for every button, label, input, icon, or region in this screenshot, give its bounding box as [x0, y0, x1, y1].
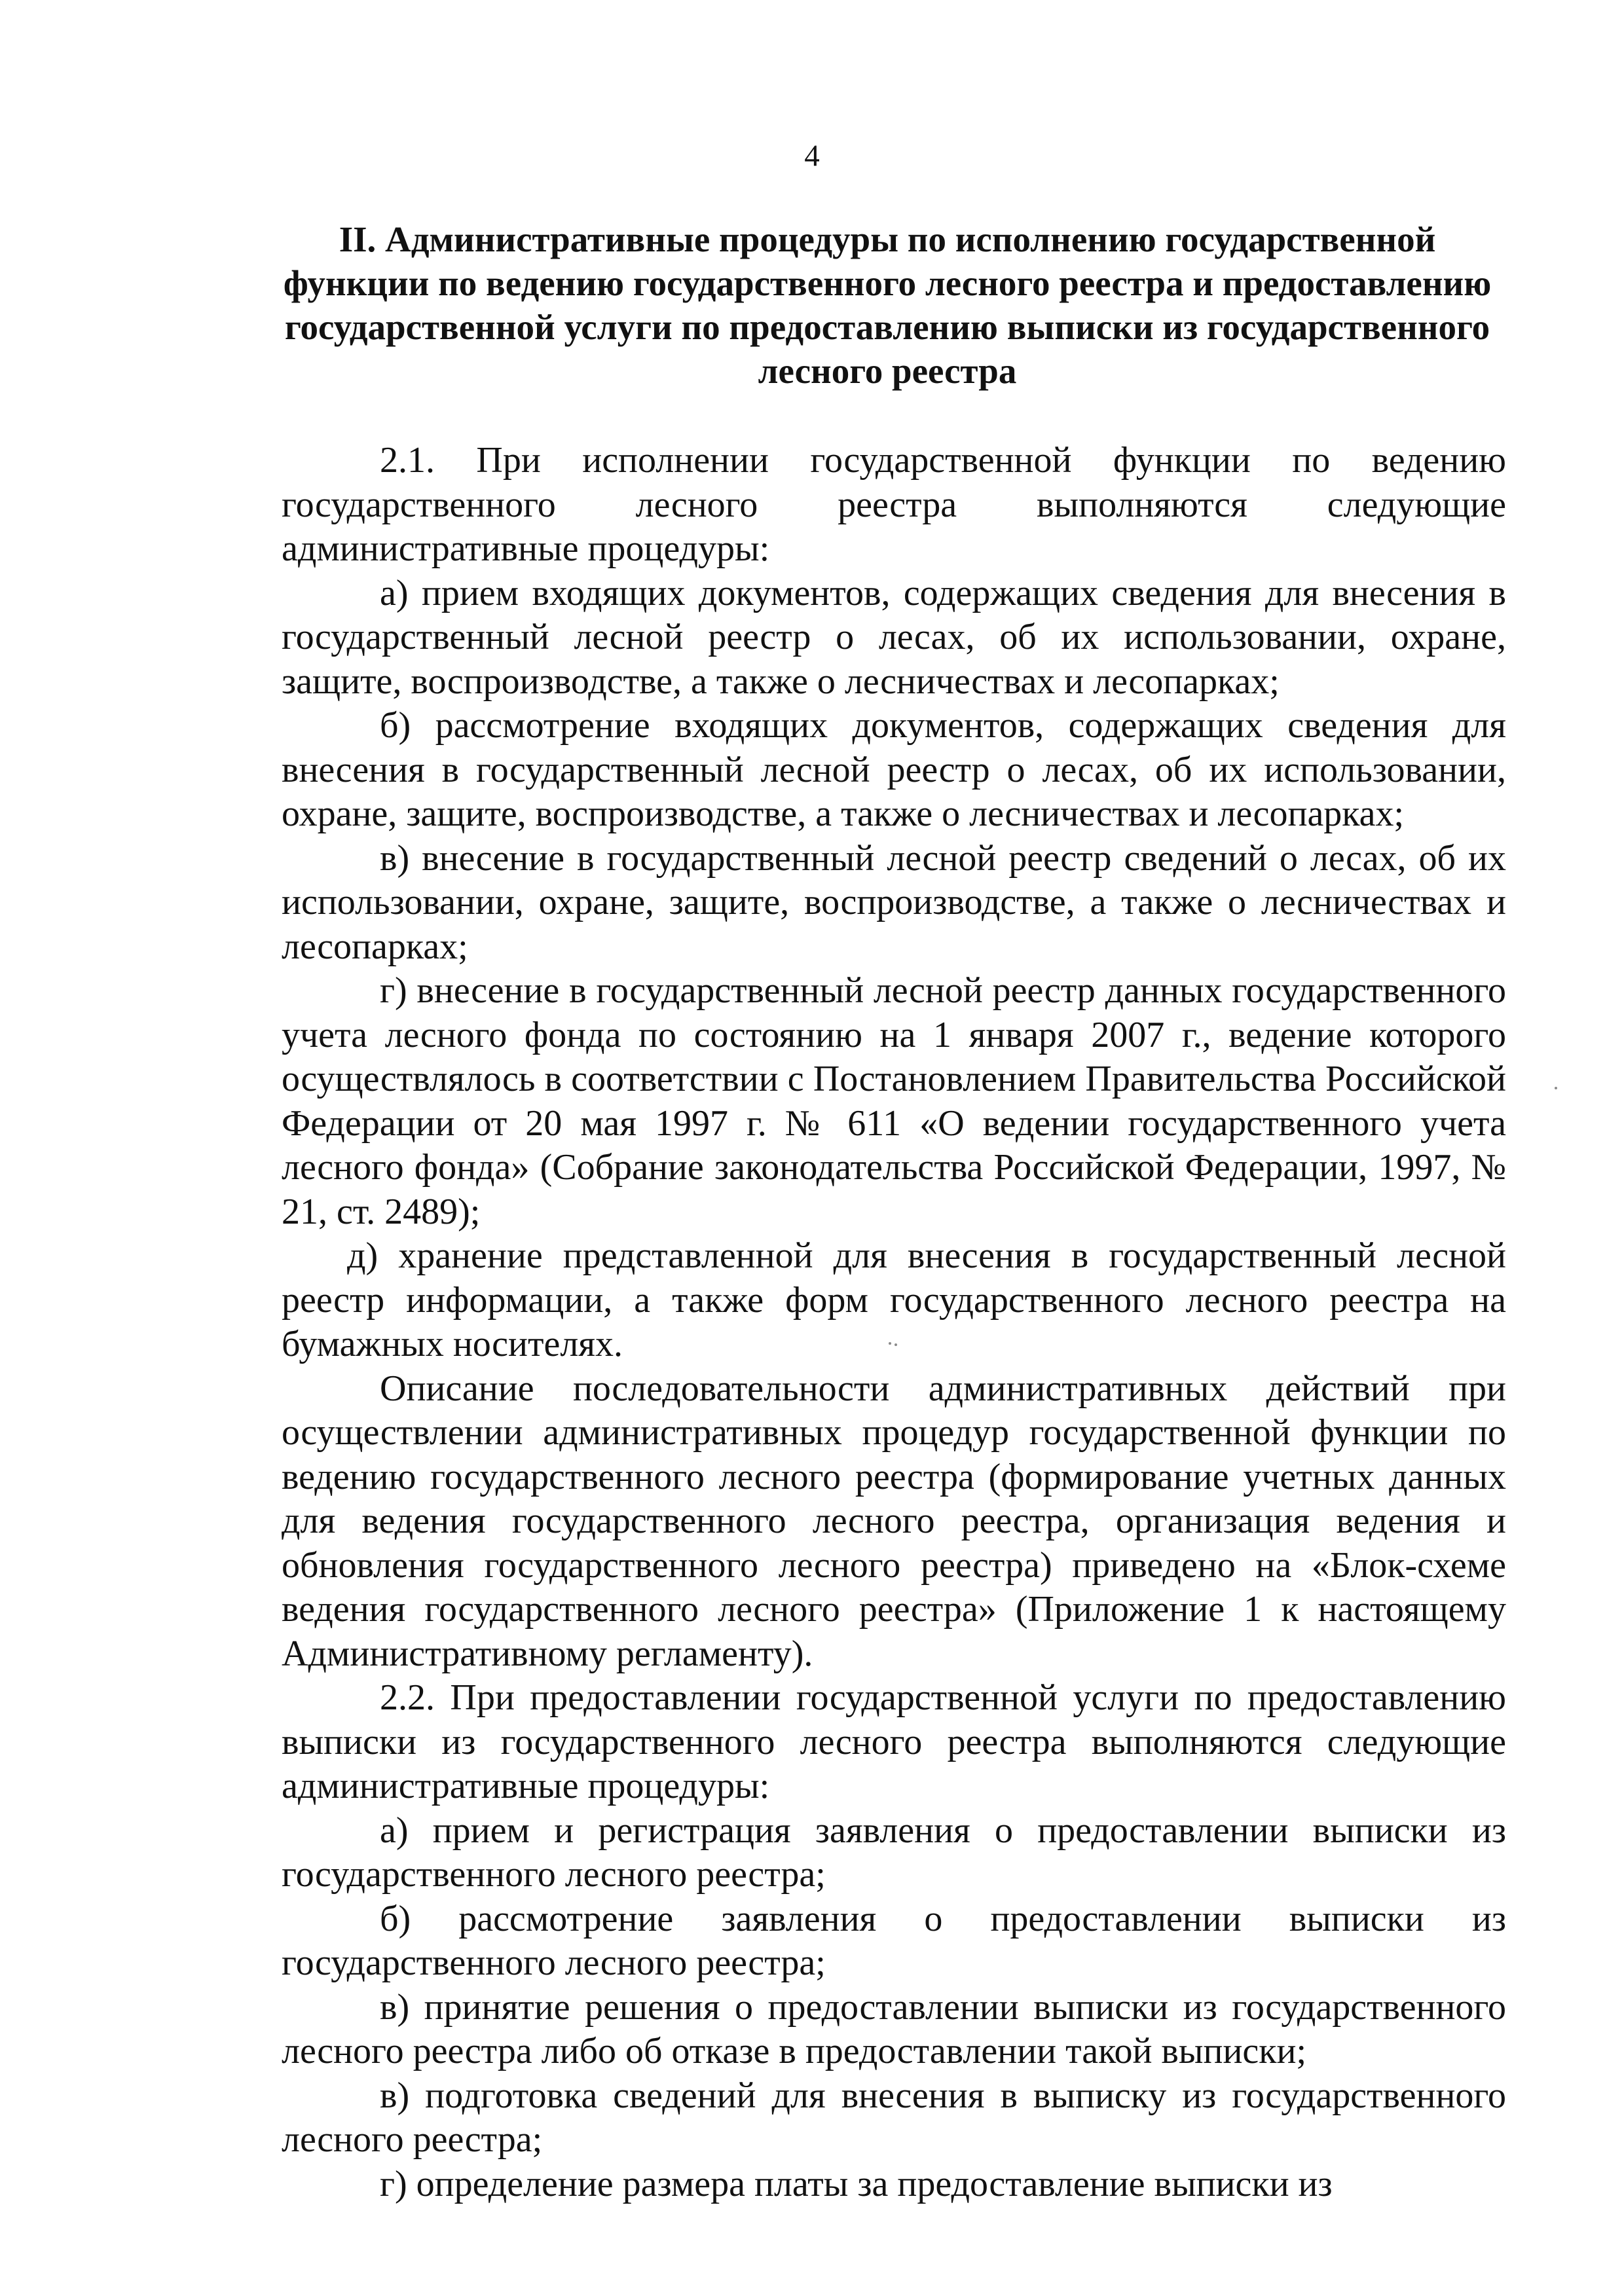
section-heading: II. Административные процедуры по исполнению государственной функции по ведению государственного лесного реестра и предоставлению государственной услуги по предоставлению выписки из государственного лесного реестра — [283, 219, 1492, 391]
service-item-v2: в) подготовка сведений для внесения в выписку из государственного лесного реестра; — [282, 2075, 1506, 2160]
list-item-g: г) внесение в государственный лесной реестр данных государственного учета лесного фонда по состоянию на 1 января 2007 г., ведение которого осуществлялось в соответствии с Постановлением Правительства Российской Федерации от 20 мая 1997 г. № 611 «О ведении государственного учета лесного фонда» (Собрание законодательства Российской Федерации, 1997, № 21, ст. 2489); — [282, 970, 1506, 1232]
service-item-g: г) определение размера платы за предоставление выписки из — [380, 2163, 1333, 2204]
service-item-v: в) принятие решения о предоставлении выписки из государственного лесного реестра либо об отказе в предоставлении такой выписки; — [282, 1986, 1506, 2071]
document-body — [282, 439, 1506, 2206]
service-item-b: б) рассмотрение заявления о предоставлении выписки из государственного лесного реестра; — [282, 1898, 1506, 1983]
service-item-a: а) прием и регистрация заявления о предоставлении выписки из государственного лесного реестра; — [282, 1810, 1506, 1895]
list-item-v: в) внесение в государственный лесной реестр сведений о лесах, об их использовании, охране, защите, воспроизводстве, а также о лесничествах и лесопарках; — [282, 837, 1506, 967]
scan-speck — [1555, 1087, 1557, 1089]
description-paragraph: Описание последовательности административных действий при осуществлении административных процедур государственной функции по ведению государственного лесного реестра (формирование учетных данных для ведения государственного лесного реестра, организация ведения и обновления государственного лесного реестра) приведено на «Блок-схеме ведения государственного лесного реестра» (Приложение 1 к настоящему Административному регламенту). — [282, 1368, 1506, 1674]
scan-speck — [889, 1342, 891, 1345]
list-item-d: д) хранение представленной для внесения в государственный лесной реестр информации, а также форм государственного лесного реестра на бумажных носителях. — [282, 1235, 1506, 1364]
list-item-b: б) рассмотрение входящих документов, содержащих сведения для внесения в государственный лесной реестр о лесах, об их использовании, охране, защите, воспроизводстве, а также о лесничествах и лесопарках; — [282, 705, 1506, 834]
scan-speck — [895, 1343, 897, 1346]
paragraph-2-2: 2.2. При предоставлении государственной услуги по предоставлению выписки из государственного лесного реестра выполняются следующие административные процедуры: — [282, 1677, 1506, 1806]
paragraph-2-1: 2.1. При исполнении государственной функции по ведению государственного лесного реестра выполняются следующие административные процедуры: — [282, 440, 1506, 569]
page-number: 4 — [804, 139, 820, 173]
list-item-a: а) прием входящих документов, содержащих сведения для внесения в государственный лесной реестр о лесах, об их использовании, охране, защите, воспроизводстве, а также о лесничествах и лесопарках; — [282, 572, 1506, 702]
